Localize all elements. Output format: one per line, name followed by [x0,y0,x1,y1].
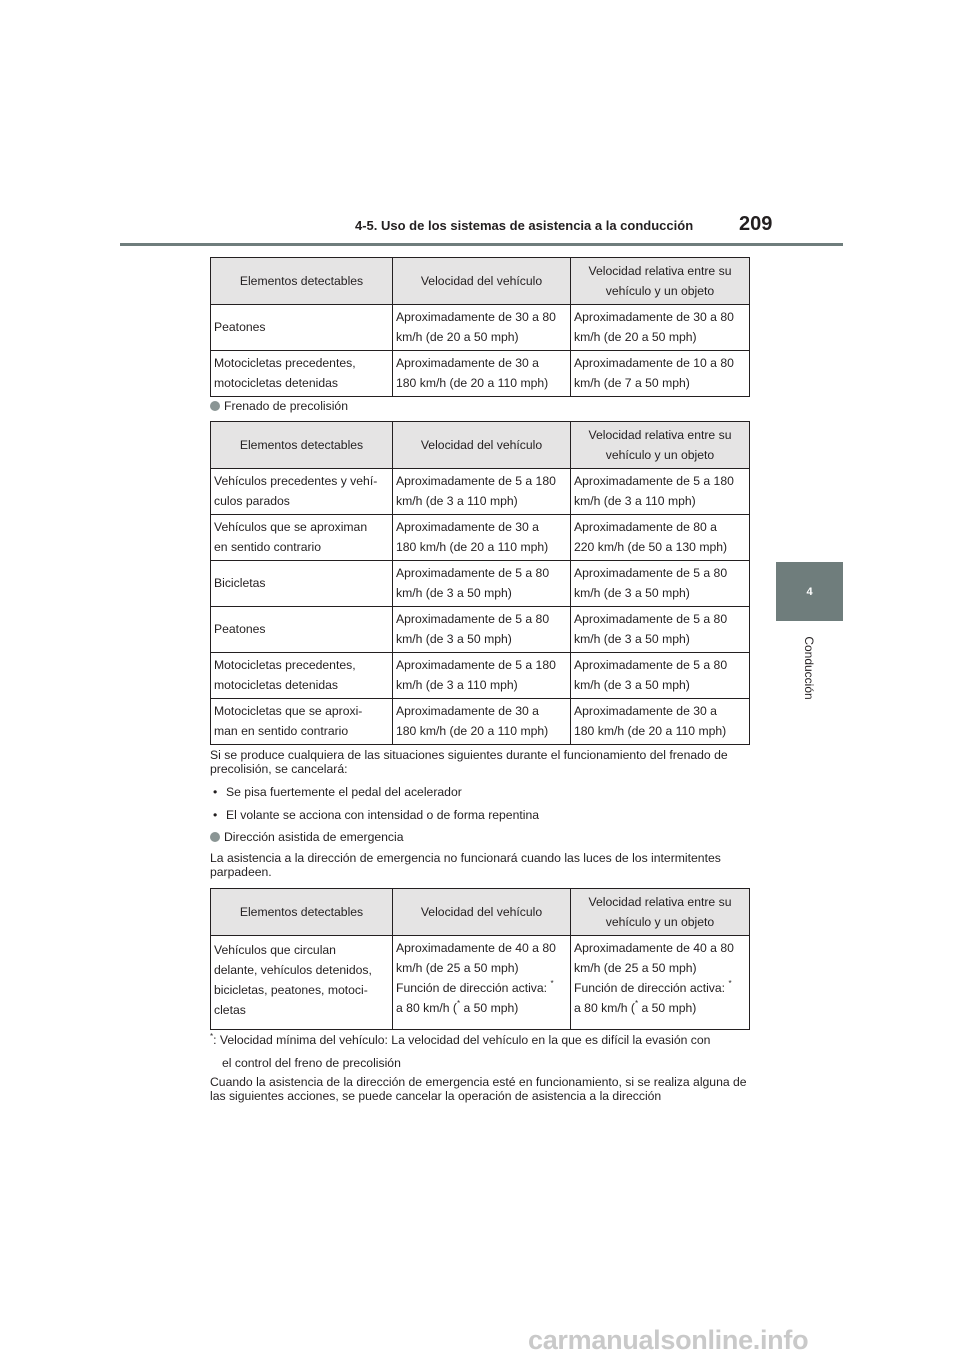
detection-table-1 [210,257,750,397]
table-header-row [211,258,750,305]
heading-emergency-steering: Dirección asistida de emergencia [210,830,404,844]
detectable-item-cell: Peatones [211,305,393,351]
table-row [211,607,750,653]
detection-table-3 [210,888,750,1030]
table-row [211,936,750,1030]
closing-paragraph: Cuando la asistencia de la dirección de emergencia esté en funcionamiento, si se realiza alguna de las siguientes acciones, se puede cancelar la operación de asistencia a la dirección [210,1075,747,1103]
table-header-row [211,422,750,469]
list-item: • El volante se acciona con intensidad o de forma repentina [213,808,540,822]
vehicle-speed-cell: Aproximadamente de 5 a 180 km/h (de 3 a 110 mph) [393,469,571,515]
relative-speed-cell: Aproximadamente de 5 a 80 km/h (de 3 a 50 mph) [571,607,750,653]
table-row [211,653,750,699]
header-detectable-items: Elementos detectables [211,422,393,469]
table-row [211,515,750,561]
vehicle-speed-cell: Aproximadamente de 5 a 80 km/h (de 3 a 50 mph) [393,561,571,607]
header-vehicle-speed: Velocidad del vehículo [393,258,571,305]
detectable-item-cell: Vehículos que se aproximan en sentido contrario [211,515,393,561]
header-detectable-items: Elementos detectables [211,889,393,936]
relative-speed-cell: Aproximadamente de 5 a 180 km/h (de 3 a 110 mph) [571,469,750,515]
relative-speed-cell: Aproximadamente de 30 a 80 km/h (de 20 a 50 mph) [571,305,750,351]
header-relative-speed: Velocidad relativa entre su vehículo y un objeto [571,422,750,469]
relative-speed-cell: Aproximadamente de 5 a 80 km/h (de 3 a 50 mph) [571,561,750,607]
relative-speed-cell: Aproximadamente de 10 a 80 km/h (de 7 a 50 mph) [571,351,750,397]
detectable-item-cell: Bicicletas [211,561,393,607]
detectable-item-cell: Motocicletas precedentes, motocicletas detenidas [211,653,393,699]
header-rule [120,243,843,246]
heading-precollision-braking: Frenado de precolisión [210,399,348,413]
table-row [211,469,750,515]
header-vehicle-speed: Velocidad del vehículo [393,422,571,469]
vehicle-speed-cell: Aproximadamente de 5 a 80 km/h (de 3 a 50 mph) [393,607,571,653]
detection-table-2 [210,421,750,745]
vehicle-speed-cell: Aproximadamente de 30 a 180 km/h (de 20 a 110 mph) [393,515,571,561]
detectable-item-cell: Vehículos que circulan delante, vehículos detenidos, bicicletas, peatones, motoci- cletas [211,936,393,1030]
table-row [211,699,750,745]
header-detectable-items: Elementos detectables [211,258,393,305]
detectable-item-cell: Vehículos precedentes y vehí- culos parados [211,469,393,515]
header-vehicle-speed: Velocidad del vehículo [393,889,571,936]
chapter-label: Conducción [802,636,816,700]
detectable-item-cell: Motocicletas que se aproxi- man en sentido contrario [211,699,393,745]
page-number: 209 [739,213,773,235]
vehicle-speed-cell: Aproximadamente de 40 a 80 km/h (de 25 a 50 mph) Función de dirección activa: * a 80 km/h (* a 50 mph) [393,936,571,1030]
watermark: carmanualsonline.info [528,1325,809,1355]
detectable-item-cell: Motocicletas precedentes, motocicletas detenidas [211,351,393,397]
vehicle-speed-cell: Aproximadamente de 30 a 180 km/h (de 20 a 110 mph) [393,699,571,745]
header-relative-speed: Velocidad relativa entre su vehículo y un objeto [571,889,750,936]
table-row [211,561,750,607]
vehicle-speed-cell: Aproximadamente de 30 a 80 km/h (de 20 a 50 mph) [393,305,571,351]
relative-speed-cell: Aproximadamente de 40 a 80 km/h (de 25 a 50 mph) Función de dirección activa: * a 80 km/h (* a 50 mph) [571,936,750,1030]
relative-speed-cell: Aproximadamente de 30 a 180 km/h (de 20 a 110 mph) [571,699,750,745]
vehicle-speed-cell: Aproximadamente de 30 a 180 km/h (de 20 a 110 mph) [393,351,571,397]
bullet-circle-icon [210,832,220,842]
chapter-number: 4 [806,585,813,598]
relative-speed-cell: Aproximadamente de 80 a 220 km/h (de 50 a 130 mph) [571,515,750,561]
detectable-item-cell: Peatones [211,607,393,653]
header-relative-speed: Velocidad relativa entre su vehículo y un objeto [571,258,750,305]
table-header-row [211,889,750,936]
section-title: 4-5. Uso de los sistemas de asistencia a la conducción [355,218,694,233]
list-item: • Se pisa fuertemente el pedal del acelerador [213,785,462,799]
bullet-circle-icon [210,401,220,411]
chapter-tab [776,562,843,621]
vehicle-speed-cell: Aproximadamente de 5 a 180 km/h (de 3 a 110 mph) [393,653,571,699]
steering-intro: La asistencia a la dirección de emergencia no funcionará cuando las luces de los intermitentes parpadeen. [210,851,721,879]
table-row [211,351,750,397]
cancel-conditions-intro: Si se produce cualquiera de las situaciones siguientes durante el funcionamiento del frenado de precolisión, se cancelará: [210,748,728,776]
table-row [211,305,750,351]
relative-speed-cell: Aproximadamente de 5 a 80 km/h (de 3 a 50 mph) [571,653,750,699]
footnote: *: Velocidad mínima del vehículo: La velocidad del vehículo en la que es difícil la evasión con el control del freno de precolisión [210,1032,711,1070]
